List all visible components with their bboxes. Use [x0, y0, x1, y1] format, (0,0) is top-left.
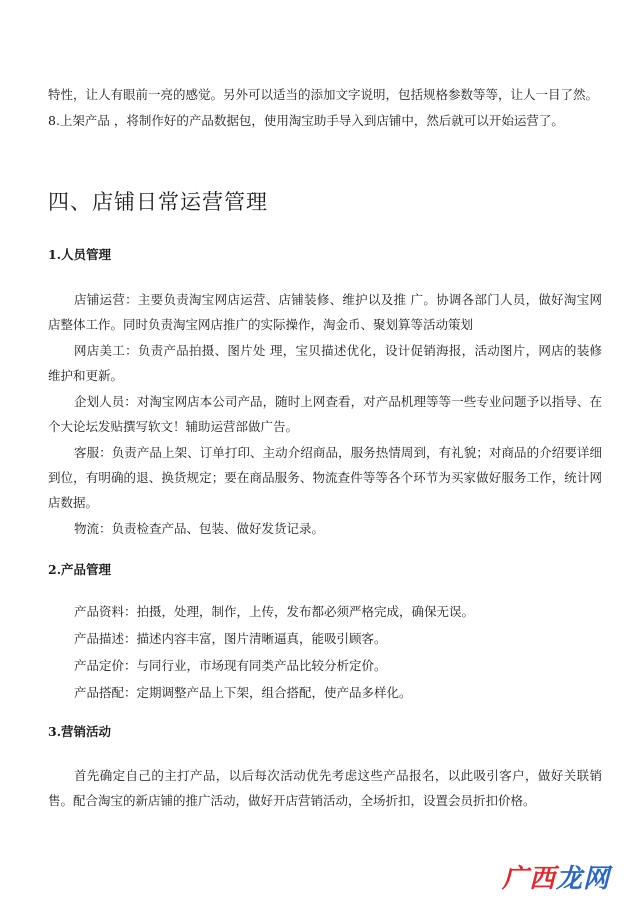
product-item-description: 产品描述：描述内容丰富，图片清晰逼真，能吸引顾客。: [74, 631, 387, 646]
intro-line-2: 8.上架产品 ，将制作好的产品数据包，使用淘宝助手导入到店铺中，然后就可以开始运营了。: [48, 113, 564, 128]
watermark-part-2: 龙网: [555, 864, 610, 894]
staff-item-logistics: 物流：负责检查产品、包装、做好发货记录。: [74, 521, 325, 536]
intro-line-1: 特性，让人有眼前一亮的感觉。另外可以适当的添加文字说明，包括规格参数等等，让人一目了然。: [48, 87, 599, 102]
marketing-heading: 3.营销活动: [48, 724, 112, 739]
product-item-materials: 产品资料：拍摄，处理，制作，上传，发布都必须严格完成，确保无误。: [74, 604, 475, 619]
section-title: 四、店铺日常运营管理: [48, 190, 268, 214]
product-item-pricing: 产品定价：与同行业，市场现有同类产品比较分析定价。: [74, 658, 387, 673]
staff-item-planner: 企划人员：对淘宝网店本公司产品，随时上网查看，对产品机理等等一些专业问题予以指导、在个大论坛发贴撰写软文！辅助运营部做广告。: [48, 394, 602, 434]
marketing-item-main: 首先确定自己的主打产品，以后每次活动优先考虑这些产品报名，以此吸引客户，做好关联销售。配合淘宝的新店铺的推广活动，做好开店营销活动，全场折扣，设置会员折扣价格。: [48, 768, 602, 808]
watermark-part-1: 广西: [501, 864, 556, 894]
product-heading: 2.产品管理: [48, 562, 112, 577]
product-item-bundling: 产品搭配：定期调整产品上下架，组合搭配，使产品多样化。: [74, 685, 412, 700]
site-watermark-logo: [502, 858, 610, 895]
staff-heading: 1.人员管理: [48, 247, 112, 262]
staff-item-customer-service: 客服：负责产品上架、订单打印、主动介绍商品，服务热情周到，有礼貌；对商品的介绍要详细到位，有明确的退、换货规定；要在商品服务、物流查件等等各个环节为买家做好服务工作，统计网店数据。: [48, 445, 602, 510]
staff-item-operations: 店铺运营：主要负责淘宝网店运营、店铺装修、维护以及推 广。协调各部门人员，做好淘宝网店整体工作。同时负责淘宝网店推广的实际操作，淘金币、聚划算等活动策划: [48, 292, 602, 332]
staff-item-designer: 网店美工：负责产品拍摄、图片处 理，宝贝描述优化，设计促销海报，活动图片，网店的装修维护和更新。: [48, 343, 602, 383]
